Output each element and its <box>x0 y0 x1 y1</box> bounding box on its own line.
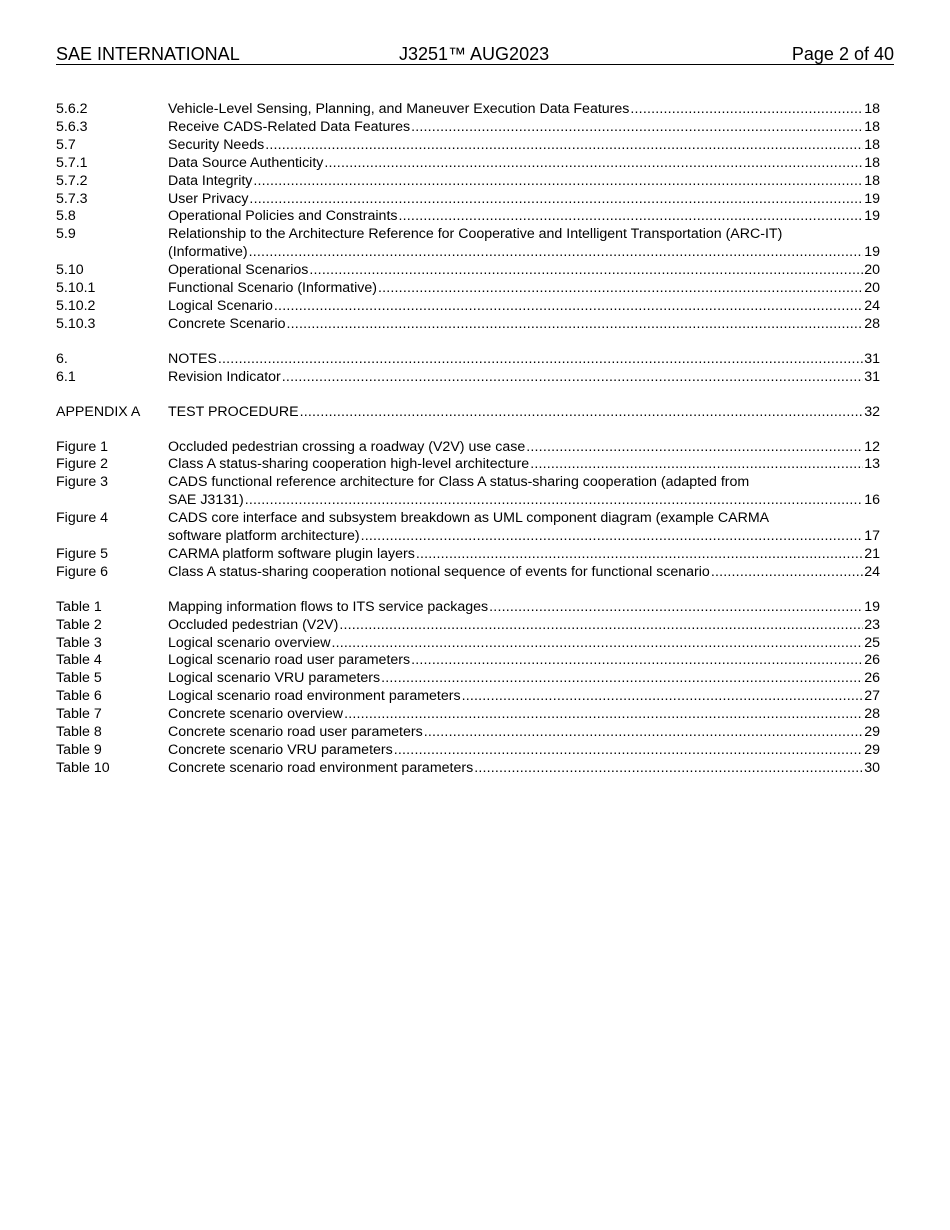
toc-entry-title: Logical scenario road environment parameters <box>168 688 461 705</box>
page-header <box>56 44 894 65</box>
toc-entry[interactable] <box>56 316 880 334</box>
toc-entry-page: 27 <box>864 688 880 705</box>
toc-entry[interactable] <box>56 635 880 653</box>
toc-entry-title: Occluded pedestrian (V2V) <box>168 616 339 633</box>
dot-leader <box>245 492 864 510</box>
toc-entry-page: 18 <box>864 172 880 189</box>
toc-entry-number: 5.7.3 <box>56 190 88 207</box>
dot-leader <box>324 155 863 173</box>
toc-entry-title: Concrete scenario VRU parameters <box>168 742 393 758</box>
toc-entry-title: Mapping information flows to ITS service packages <box>168 598 489 615</box>
toc-entry-page: 19 <box>864 244 880 261</box>
toc-entry[interactable] <box>56 226 880 262</box>
toc-entry[interactable] <box>56 298 880 316</box>
toc-entry-number: 5.7.2 <box>56 172 88 189</box>
toc-entry-page: 24 <box>864 563 880 580</box>
toc-entry-title: Receive CADS-Related Data Features <box>168 118 411 135</box>
toc-entry-title: Functional Scenario (Informative) <box>168 280 377 297</box>
dot-leader <box>253 173 863 191</box>
toc-entry[interactable] <box>56 280 880 298</box>
header-document-id: J3251™ AUG2023 <box>399 44 550 64</box>
toc-entry-number: Figure 1 <box>56 438 109 455</box>
dot-leader <box>462 688 864 706</box>
toc-entry[interactable] <box>56 617 880 635</box>
toc-entry-title: (Informative) <box>168 244 248 261</box>
toc-entry-title: Data Source Authenticity <box>168 154 324 171</box>
toc-entry-page: 25 <box>864 634 880 651</box>
toc-entry[interactable] <box>56 351 880 369</box>
toc-entry-page: 32 <box>864 403 880 420</box>
dot-leader <box>474 760 863 778</box>
toc-entry-title: Operational Scenarios <box>168 262 309 279</box>
toc-entry-number: APPENDIX A <box>56 403 141 420</box>
toc-entry-number: Table 3 <box>56 634 102 651</box>
toc-entry[interactable] <box>56 742 880 760</box>
toc-entry-number: 6. <box>56 350 68 367</box>
toc-entry-number: 5.10.1 <box>56 280 96 297</box>
toc-entry-number: Table 2 <box>56 616 102 633</box>
toc-group <box>56 439 880 582</box>
toc-entry-title: Vehicle-Level Sensing, Planning, and Maneuver Execution Data Features <box>168 101 630 117</box>
toc-entry-number: 5.10 <box>56 262 84 279</box>
dot-leader <box>394 742 863 760</box>
toc-group <box>56 599 880 778</box>
toc-entry-page: 18 <box>864 154 880 171</box>
toc-entry-title: CADS functional reference architecture for Class A status-sharing cooperation (adapted from <box>168 474 750 491</box>
dot-leader <box>287 316 864 334</box>
toc-entry-number: Figure 5 <box>56 545 109 562</box>
toc-entry-title: TEST PROCEDURE <box>168 403 299 420</box>
dot-leader <box>274 298 863 316</box>
toc-entry-number: 5.6.2 <box>56 101 88 117</box>
toc-group <box>56 404 880 422</box>
toc-entry-title: Concrete scenario road user parameters <box>168 724 423 741</box>
toc-entry-title: Logical scenario VRU parameters <box>168 670 381 687</box>
toc-entry[interactable] <box>56 456 880 474</box>
toc-entry-number: Figure 2 <box>56 456 109 473</box>
toc-entry-page: 13 <box>864 456 880 473</box>
toc-entry-number: 6.1 <box>56 368 76 385</box>
dot-leader <box>411 119 863 137</box>
toc-entry-page: 18 <box>864 136 880 153</box>
toc-entry[interactable] <box>56 404 880 422</box>
toc-group <box>56 351 880 387</box>
toc-entry-title: Concrete scenario overview <box>168 706 344 723</box>
dot-leader <box>526 439 863 457</box>
dot-leader <box>339 617 863 635</box>
dot-leader <box>424 724 864 742</box>
toc-entry-page: 23 <box>864 616 880 633</box>
toc-entry[interactable] <box>56 599 880 617</box>
toc-entry-page: 31 <box>864 350 880 367</box>
toc-entry-page: 24 <box>864 297 880 314</box>
toc-entry[interactable] <box>56 101 880 119</box>
toc-entry-number: Table 9 <box>56 742 102 758</box>
toc-entry-title: Data Integrity <box>168 172 253 189</box>
toc-entry-page: 12 <box>864 438 880 455</box>
dot-leader <box>381 670 863 688</box>
toc-entry[interactable] <box>56 564 880 582</box>
toc-entry-number: 5.6.3 <box>56 118 88 135</box>
dot-leader <box>411 652 863 670</box>
toc-entry-page: 31 <box>864 368 880 385</box>
toc-entry-number: Table 5 <box>56 670 102 687</box>
dot-leader <box>249 244 864 262</box>
toc-entry-page: 18 <box>864 118 880 135</box>
toc-entry-title: Operational Policies and Constraints <box>168 208 398 225</box>
toc-entry-number: 5.8 <box>56 208 76 225</box>
toc-entry[interactable] <box>56 262 880 280</box>
toc-entry[interactable] <box>56 510 880 546</box>
toc-entry-page: 29 <box>864 724 880 741</box>
toc-entry-number: Table 1 <box>56 598 102 615</box>
toc-entry[interactable] <box>56 119 880 137</box>
toc-entry-title: Class A status-sharing cooperation notional sequence of events for functional scenario <box>168 563 710 580</box>
toc-entry[interactable] <box>56 208 880 226</box>
toc-entry-page: 29 <box>864 742 880 758</box>
dot-leader <box>309 262 863 280</box>
toc-entry[interactable] <box>56 439 880 457</box>
dot-leader <box>282 369 863 387</box>
dot-leader <box>361 528 864 546</box>
toc-entry-title: Logical scenario road user parameters <box>168 652 411 669</box>
toc-entry-title: CARMA platform software plugin layers <box>168 545 415 562</box>
dot-leader <box>331 635 863 653</box>
toc-entry-title: Revision Indicator <box>168 368 281 385</box>
toc-entry-number: 5.9 <box>56 226 76 243</box>
toc-entry-number: 5.10.2 <box>56 297 96 314</box>
dot-leader <box>530 456 863 474</box>
header-page-number: Page 2 of 40 <box>791 44 894 64</box>
toc-group <box>56 101 880 334</box>
toc-entry-page: 19 <box>864 598 880 615</box>
toc-entry[interactable] <box>56 670 880 688</box>
toc-entry-number: 5.7.1 <box>56 154 88 171</box>
dot-leader <box>489 599 863 617</box>
toc-entry-page: 26 <box>864 670 880 687</box>
toc-entry-title: Relationship to the Architecture Reference for Cooperative and Intelligent Transportation (ARC-IT) <box>168 226 783 243</box>
toc-entry-number: Table 4 <box>56 652 102 669</box>
toc-entry[interactable] <box>56 760 880 778</box>
dot-leader <box>218 351 863 369</box>
toc-entry[interactable] <box>56 474 880 510</box>
toc-entry-title: Logical scenario overview <box>168 634 331 651</box>
toc-entry[interactable] <box>56 688 880 706</box>
toc-entry-page: 19 <box>864 190 880 207</box>
table-of-contents <box>56 101 880 795</box>
dot-leader <box>378 280 863 298</box>
toc-entry[interactable] <box>56 191 880 209</box>
toc-entry-title: Class A status-sharing cooperation high-level architecture <box>168 456 530 473</box>
toc-entry-number: 5.7 <box>56 136 76 153</box>
toc-entry-title: software platform architecture) <box>168 528 360 545</box>
toc-entry-number: Table 6 <box>56 688 102 705</box>
toc-entry-title: Logical Scenario <box>168 297 273 314</box>
dot-leader <box>416 546 863 564</box>
toc-entry-number: 5.10.3 <box>56 315 96 332</box>
toc-entry-page: 20 <box>864 262 880 279</box>
toc-entry-title: Security Needs <box>168 136 265 153</box>
toc-entry[interactable] <box>56 155 880 173</box>
toc-entry[interactable] <box>56 652 880 670</box>
toc-entry-page: 20 <box>864 280 880 297</box>
toc-entry-number: Figure 4 <box>56 510 109 527</box>
toc-entry-title: Concrete scenario road environment parameters <box>168 759 474 776</box>
toc-entry-page: 21 <box>864 545 880 562</box>
toc-entry-title: NOTES <box>168 350 217 367</box>
toc-entry-number: Table 8 <box>56 724 102 741</box>
toc-entry-title: User Privacy <box>168 190 249 207</box>
dot-leader <box>344 706 863 724</box>
dot-leader <box>300 404 864 422</box>
toc-entry[interactable] <box>56 546 880 564</box>
toc-entry[interactable] <box>56 369 880 387</box>
header-organization: SAE INTERNATIONAL <box>56 44 240 64</box>
toc-entry-title: Occluded pedestrian crossing a roadway (V2V) use case <box>168 438 526 455</box>
toc-entry-page: 18 <box>864 101 880 117</box>
toc-entry[interactable] <box>56 137 880 155</box>
dot-leader <box>630 101 863 119</box>
toc-entry[interactable] <box>56 724 880 742</box>
dot-leader <box>399 208 864 226</box>
toc-entry-number: Table 7 <box>56 706 102 723</box>
toc-entry[interactable] <box>56 173 880 191</box>
toc-entry-page: 30 <box>864 759 880 776</box>
dot-leader <box>265 137 863 155</box>
toc-entry[interactable] <box>56 706 880 724</box>
toc-entry-title: SAE J3131) <box>168 492 244 509</box>
toc-entry-title: Concrete Scenario <box>168 315 286 332</box>
toc-entry-page: 28 <box>864 315 880 332</box>
dot-leader <box>249 191 863 209</box>
toc-entry-number: Figure 3 <box>56 474 109 491</box>
toc-entry-page: 19 <box>864 208 880 225</box>
dot-leader <box>711 564 863 582</box>
toc-entry-number: Table 10 <box>56 759 110 776</box>
toc-entry-page: 17 <box>864 528 880 545</box>
toc-entry-page: 28 <box>864 706 880 723</box>
toc-entry-page: 26 <box>864 652 880 669</box>
toc-entry-number: Figure 6 <box>56 563 109 580</box>
toc-entry-page: 16 <box>864 492 880 509</box>
toc-entry-title: CADS core interface and subsystem breakdown as UML component diagram (example CARMA <box>168 510 770 527</box>
